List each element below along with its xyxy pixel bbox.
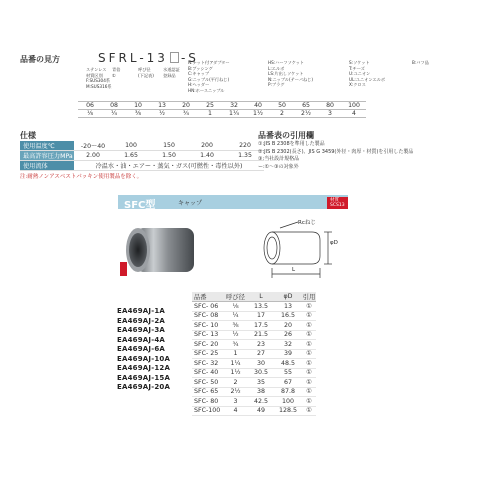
size-inch-cell: 1 bbox=[208, 110, 212, 117]
dim-l-label: L bbox=[292, 267, 296, 273]
table-cell: ① bbox=[302, 349, 316, 359]
type-item: X:クロス bbox=[349, 82, 366, 88]
table-cell: 21.5 bbox=[248, 330, 274, 340]
table-row bbox=[192, 321, 316, 331]
series-label: 青倍 bbox=[112, 67, 121, 72]
table-cell: 1 bbox=[223, 349, 248, 359]
types-col2 bbox=[268, 60, 313, 88]
table-row bbox=[192, 397, 316, 407]
table-row bbox=[192, 340, 316, 350]
table-row bbox=[192, 311, 316, 321]
size-code-cell: 65 bbox=[294, 102, 318, 110]
table-cell: ① bbox=[302, 406, 316, 416]
table-row bbox=[192, 368, 316, 378]
table-cell: SFC- 50 bbox=[192, 378, 223, 388]
table-cell: 55 bbox=[274, 368, 302, 378]
order-code: EA469AJ-3A bbox=[117, 326, 166, 334]
size-code-cell: 80 bbox=[318, 102, 342, 110]
spec-value: 冷温水・油・エアー・蒸気・ガス(可燃性・毒性以外) bbox=[95, 163, 243, 170]
size-row-code bbox=[78, 102, 366, 110]
size-table bbox=[78, 101, 366, 118]
table-cell: 2½ bbox=[223, 387, 248, 397]
size-code-cell: 100 bbox=[342, 102, 366, 110]
table-cell: ¼ bbox=[223, 311, 248, 321]
series-legend bbox=[112, 67, 120, 78]
spec-row-temp bbox=[20, 141, 264, 151]
table-cell: 67 bbox=[274, 378, 302, 388]
spec-value: 1.65 bbox=[124, 152, 138, 159]
table-cell: 128.5 bbox=[274, 406, 302, 416]
spec-row-pressure bbox=[20, 151, 264, 161]
table-row bbox=[192, 406, 316, 416]
code-example bbox=[98, 51, 199, 65]
spec-label: 使用温度℃ bbox=[20, 141, 74, 151]
table-cell: 13 bbox=[274, 302, 302, 312]
type-item: HN:ホースニップル bbox=[188, 87, 225, 93]
size-inch-cell: 1¼ bbox=[229, 110, 239, 117]
table-cell: 17 bbox=[248, 311, 274, 321]
table-row bbox=[192, 378, 316, 388]
table-cell: ① bbox=[302, 321, 316, 331]
table-cell: 49 bbox=[248, 406, 274, 416]
table-cell: SFC- 08 bbox=[192, 311, 223, 321]
types-col4 bbox=[412, 60, 429, 66]
table-cell: 39 bbox=[274, 349, 302, 359]
spec-value: 1.40 bbox=[200, 152, 214, 159]
size-sub: (下記表) bbox=[138, 72, 154, 78]
code-suffix: -S bbox=[180, 51, 199, 65]
cert-mark-icon bbox=[120, 262, 127, 276]
table-cell: ⅜ bbox=[223, 321, 248, 331]
order-code: EA469AJ-15A bbox=[117, 373, 171, 382]
water-sub: 登録品 bbox=[163, 72, 176, 78]
water-label: 水道認証 bbox=[163, 67, 180, 72]
types-col3 bbox=[349, 60, 385, 88]
order-code: EA469AJ-10A bbox=[117, 354, 171, 363]
spec-value: 150 bbox=[163, 142, 175, 149]
type-item: C:キャップ bbox=[188, 71, 210, 77]
table-cell: 4 bbox=[223, 406, 248, 416]
cap-photo bbox=[116, 218, 206, 283]
table-cell: 100 bbox=[274, 397, 302, 407]
size-inch-cell: ⅛ bbox=[87, 110, 93, 117]
table-cell: ① bbox=[302, 302, 316, 312]
order-code: EA469AJ-1A bbox=[117, 307, 166, 315]
badge-line: 材質 bbox=[330, 198, 339, 203]
table-cell: ½ bbox=[223, 330, 248, 340]
spec-label: 最高許容圧力MPa bbox=[20, 151, 74, 161]
type-item: UL:ユニオンエルボ bbox=[349, 76, 386, 82]
table-row bbox=[192, 330, 316, 340]
size-code-cell: 06 bbox=[78, 102, 102, 110]
table-cell: ① bbox=[302, 378, 316, 388]
table-cell: 30 bbox=[248, 359, 274, 369]
spec-value: 220 bbox=[239, 142, 251, 149]
sfc-subtitle: キャップ bbox=[178, 200, 203, 207]
type-item: B:ブッシング bbox=[188, 65, 213, 71]
size-code-cell: 20 bbox=[174, 102, 198, 110]
table-cell: 16.5 bbox=[274, 311, 302, 321]
table-cell: 20 bbox=[274, 321, 302, 331]
table-cell: SFC- 13 bbox=[192, 330, 223, 340]
spec-table bbox=[20, 141, 264, 171]
table-cell: ① bbox=[302, 387, 316, 397]
size-code-cell: 10 bbox=[126, 102, 150, 110]
column-header: φD bbox=[274, 292, 302, 302]
table-cell: ① bbox=[302, 368, 316, 378]
size-row-inch bbox=[78, 110, 366, 118]
ref-title: 品番表の引用欄 bbox=[258, 131, 314, 140]
table-cell: 27 bbox=[248, 349, 274, 359]
table-cell: 35 bbox=[248, 378, 274, 388]
material-label-0: ステンレス bbox=[86, 67, 107, 72]
size-inch-cell: ¼ bbox=[111, 110, 117, 117]
table-cell: 42.5 bbox=[248, 397, 274, 407]
badge-line: SCS13 bbox=[330, 203, 345, 208]
ref-line: ③:当社設計規格品 bbox=[258, 156, 300, 162]
table-cell: ① bbox=[302, 330, 316, 340]
naming-title: 品番の見方 bbox=[20, 55, 60, 64]
size-inch-cell: 2 bbox=[280, 110, 284, 117]
table-cell: 1¼ bbox=[223, 359, 248, 369]
column-header: 品番 bbox=[192, 292, 223, 302]
table-cell: SFC- 65 bbox=[192, 387, 223, 397]
table-row bbox=[192, 359, 316, 369]
dim-d-label: φD bbox=[330, 240, 338, 246]
table-cell: SFC- 32 bbox=[192, 359, 223, 369]
size-inch-cell: ⅜ bbox=[135, 110, 141, 117]
spec-value: -20〜40 bbox=[80, 143, 106, 150]
spec-value: 1.35 bbox=[238, 152, 252, 159]
size-inch-cell: 1½ bbox=[253, 110, 263, 117]
table-cell: ① bbox=[302, 397, 316, 407]
table-cell: SFC- 20 bbox=[192, 340, 223, 350]
material-label-1: 材質区別 bbox=[86, 72, 103, 78]
size-code-cell: 40 bbox=[246, 102, 270, 110]
dimension-drawing bbox=[252, 218, 342, 283]
table-cell: 32 bbox=[274, 340, 302, 350]
type-item: S:ソケット bbox=[349, 60, 370, 65]
spec-label: 使用流体 bbox=[20, 161, 74, 171]
table-cell: SFC- 25 bbox=[192, 349, 223, 359]
column-header: 引用 bbox=[302, 294, 316, 301]
ref-line: ②:JIS B 2302(長さ)、JIS G 3459(外径・肉厚・材質)を引用した製品 bbox=[258, 148, 414, 155]
spec-value: 1.50 bbox=[162, 152, 176, 159]
water-legend bbox=[163, 67, 180, 78]
types-col1 bbox=[188, 60, 230, 94]
size-code-cell: 32 bbox=[222, 102, 246, 110]
material-badge bbox=[327, 197, 348, 209]
table-cell: 17.5 bbox=[248, 321, 274, 331]
type-item: H:ヘッダー bbox=[188, 82, 210, 88]
type-item: N:ナット付アダプター bbox=[188, 60, 230, 65]
size-inch-cell: ¾ bbox=[183, 110, 189, 117]
size-code-cell: 50 bbox=[270, 102, 294, 110]
code-placeholder-box bbox=[170, 52, 179, 63]
dim-rc-label: Rcねじ bbox=[298, 220, 316, 226]
material-label-3: M:SUS316系 bbox=[86, 83, 112, 89]
table-cell: 26 bbox=[274, 330, 302, 340]
size-inch-cell: ½ bbox=[159, 110, 165, 117]
table-cell: ⅛ bbox=[223, 302, 248, 312]
spec-note: 注:耐熱ノンアスベストパッキン使用製品を除く。 bbox=[20, 174, 143, 180]
type-item: B:バフ品 bbox=[412, 60, 429, 65]
table-cell: ① bbox=[302, 340, 316, 350]
table-cell: 87.8 bbox=[274, 387, 302, 397]
table-row bbox=[192, 349, 316, 359]
order-code: EA469AJ-20A bbox=[117, 383, 171, 391]
table-cell: 2 bbox=[223, 378, 248, 388]
table-cell: ① bbox=[302, 359, 316, 369]
type-item: G:ニップル(平行ねじ) bbox=[188, 76, 230, 82]
table-cell: 3 bbox=[223, 397, 248, 407]
order-code: EA469AJ-4A bbox=[117, 335, 166, 344]
table-cell: 38 bbox=[248, 387, 274, 397]
table-cell: SFC- 80 bbox=[192, 397, 223, 407]
spec-value: 100 bbox=[125, 142, 137, 149]
table-cell: ① bbox=[302, 311, 316, 321]
column-header: L bbox=[248, 292, 274, 302]
table-cell: 1½ bbox=[223, 368, 248, 378]
table-cell: ¾ bbox=[223, 340, 248, 350]
table-cell: SFC- 10 bbox=[192, 321, 223, 331]
material-label-2: F:SUS304系 bbox=[86, 78, 111, 84]
table-cell: 13.5 bbox=[248, 302, 274, 312]
spec-value: 200 bbox=[201, 142, 213, 149]
type-item: U:ユニオン bbox=[349, 71, 371, 77]
table-cell: 23 bbox=[248, 340, 274, 350]
ref-list bbox=[258, 141, 413, 171]
size-inch-cell: 2½ bbox=[301, 110, 311, 117]
size-code-cell: 13 bbox=[150, 102, 174, 110]
table-header-row bbox=[192, 292, 316, 302]
size-code-cell: 08 bbox=[102, 102, 126, 110]
series-sub: ① bbox=[112, 72, 116, 78]
table-cell: SFC-100 bbox=[192, 406, 223, 416]
ref-line: ①:JIS B 2308を準用した製品 bbox=[258, 141, 325, 147]
table-cell: 30.5 bbox=[248, 368, 274, 378]
size-legend bbox=[138, 67, 154, 78]
order-code: EA469AJ-6A bbox=[117, 345, 166, 353]
spec-row-fluid bbox=[20, 161, 264, 171]
type-item: LS:片出しソケット bbox=[268, 71, 304, 77]
type-item: T:チーズ bbox=[349, 65, 365, 71]
ref-line: ー:①〜③の対象外 bbox=[258, 163, 299, 170]
order-code: EA469AJ-2A bbox=[117, 316, 166, 325]
spec-value: 2.00 bbox=[86, 152, 100, 159]
sfc-title: SFC型 bbox=[124, 200, 156, 211]
type-item: HS:ハーフソケット bbox=[268, 60, 305, 65]
product-table bbox=[192, 292, 316, 416]
size-inch-cell: 3 bbox=[328, 110, 332, 117]
type-item: N:ニップル(テーパねじ) bbox=[268, 76, 313, 82]
table-cell: SFC- 06 bbox=[192, 302, 223, 312]
type-item: L:エルボ bbox=[268, 65, 285, 71]
column-header: 呼び径 bbox=[223, 292, 248, 302]
material-legend bbox=[86, 67, 112, 89]
type-item: P:プラグ bbox=[268, 82, 285, 88]
spec-title: 仕様 bbox=[20, 131, 36, 140]
table-row bbox=[192, 302, 316, 312]
size-inch-cell: 4 bbox=[352, 110, 356, 117]
order-code: EA469AJ-12A bbox=[117, 364, 171, 372]
table-cell: SFC- 40 bbox=[192, 368, 223, 378]
table-row bbox=[192, 387, 316, 397]
order-code-list bbox=[117, 307, 170, 393]
table-cell: 48.5 bbox=[274, 359, 302, 369]
code-prefix: SFRL-13 bbox=[98, 51, 168, 65]
size-label: 呼び径 bbox=[138, 67, 151, 72]
size-code-cell: 25 bbox=[198, 102, 222, 110]
